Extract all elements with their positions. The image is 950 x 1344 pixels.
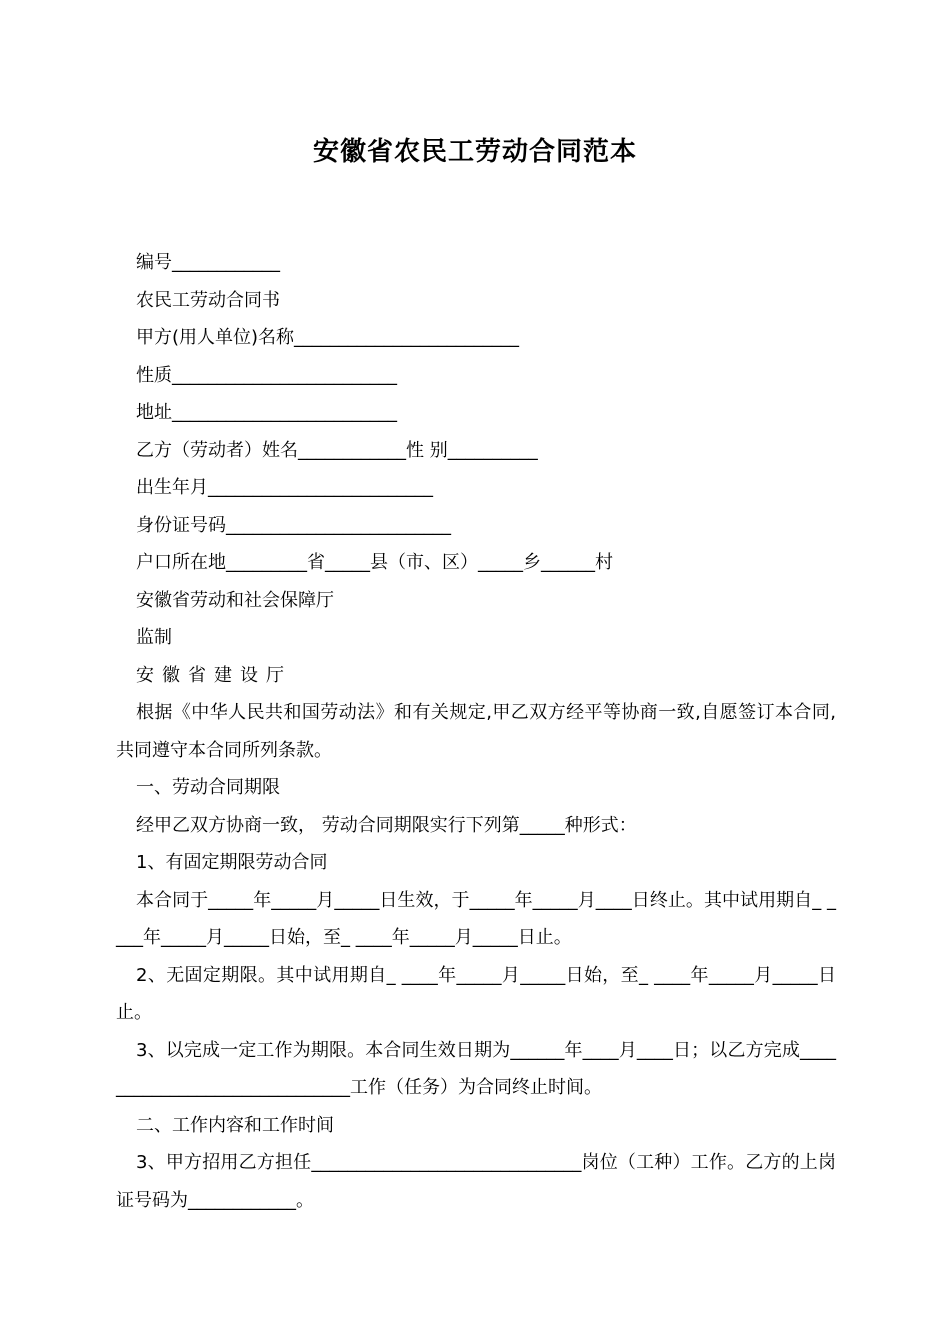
position-paragraph: 3、甲方招用乙方担任______________________________岗位（工种）工作。乙方的上岗证号码为____________。 — [116, 1152, 836, 1211]
contract-number-line: 编号____________ — [136, 252, 280, 273]
open-term-paragraph: 2、无固定期限。其中试用期自_ ____年_____月_____日始，至_ ____年_____月_____日止。 — [116, 964, 836, 1023]
employee-name-gender-line: 乙方（劳动者）姓名____________性 别__________ — [136, 439, 538, 461]
birth-date-line: 出生年月_________________________ — [136, 477, 433, 498]
preamble-paragraph: 根据《中华人民共和国劳动法》和有关规定,甲乙双方经平等协商一致,自愿签订本合同,共同遵守本合同所列条款。 — [116, 702, 836, 761]
fixed-term-paragraph: 本合同于_____年_____月_____日生效，于_____年_____月____日终止。其中试用期自_ ____年_____月_____日始，至_ ____年_____月_____日止。 — [116, 889, 836, 948]
section-heading-contract-term: 一、劳动合同期限 — [136, 777, 280, 798]
document-body — [116, 244, 836, 1219]
task-term-paragraph: 3、以完成一定工作为期限。本合同生效日期为______年____月____日；以乙方完成______________________________工作（任务）为合同终止时间。 — [116, 1039, 836, 1098]
supervision-label: 监制 — [136, 627, 172, 648]
issuer-construction-department: 安徽省建设厅 — [136, 664, 292, 686]
employer-address-line: 地址_________________________ — [136, 402, 397, 423]
term-form-paragraph: 经甲乙双方协商一致， 劳动合同期限实行下列第_____种形式： — [136, 814, 637, 836]
employer-name-line: 甲方(用人单位)名称_________________________ — [136, 327, 520, 348]
employer-nature-line: 性质_________________________ — [136, 364, 397, 386]
fixed-term-heading: 1、有固定期限劳动合同 — [136, 852, 328, 873]
id-number-line: 身份证号码_________________________ — [136, 514, 451, 536]
document-title: 安徽省农民工劳动合同范本 — [312, 137, 637, 167]
household-registration-line: 户口所在地_________省_____县（市、区）_____乡______村 — [136, 552, 613, 573]
section-heading-work-content: 二、工作内容和工作时间 — [136, 1114, 334, 1136]
issuer-labor-department: 安徽省劳动和社会保障厅 — [136, 589, 334, 611]
contract-book-title: 农民工劳动合同书 — [136, 289, 280, 311]
